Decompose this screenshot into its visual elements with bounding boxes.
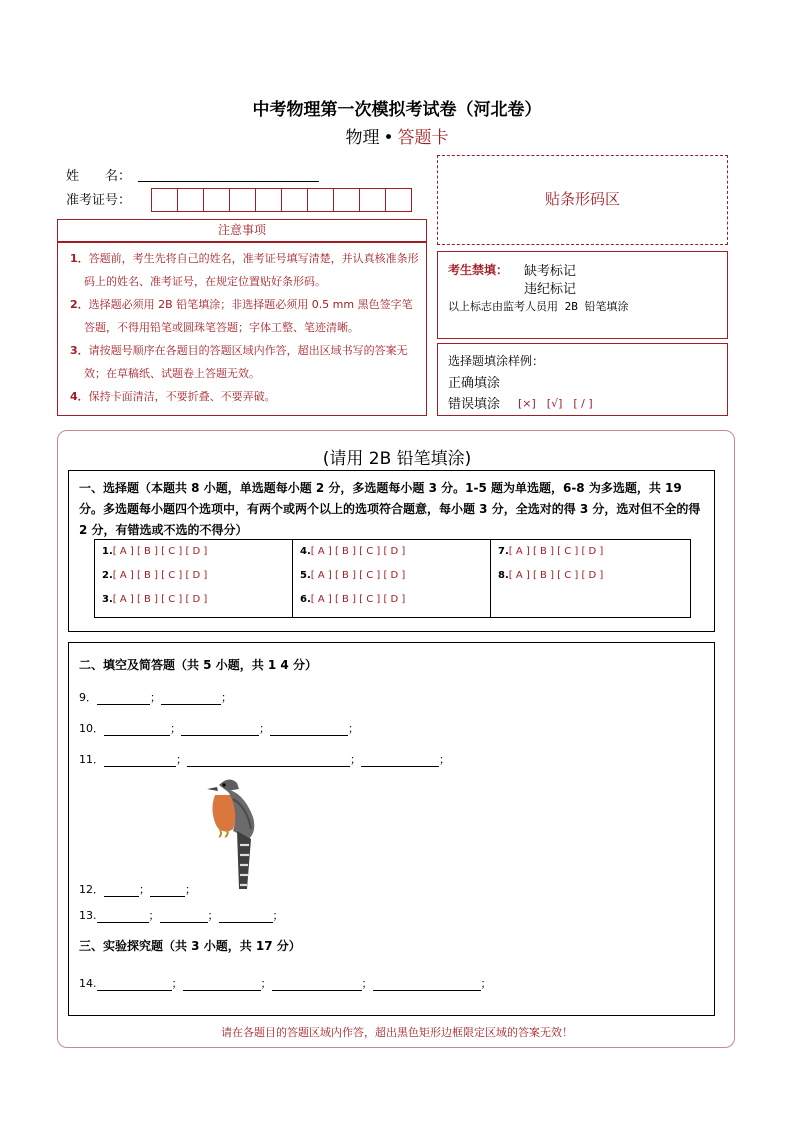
subtitle-subject: 物理 — [345, 128, 380, 148]
answer-blank[interactable] — [219, 910, 273, 923]
sample-wrong-marks: [×] [√] [ / ] — [518, 397, 593, 410]
cuckoo-bird-image — [199, 773, 269, 893]
subtitle-card: 答题卡 — [397, 128, 449, 148]
choice-row[interactable]: 7.[ A ] [ B ] [ C ] [ D ] — [498, 546, 604, 557]
violation-mark[interactable]: 违纪标记 — [524, 282, 577, 297]
q9-line: 9． ； ； — [79, 691, 232, 704]
q10-line: 10． ； ； ； — [79, 722, 359, 735]
answer-blank[interactable] — [97, 910, 149, 923]
notice-item: 1．答题前，考生先将自己的姓名，准考证号填写清楚，并认真核准条形码上的姓名、准考证号，在规定位置贴好条形码。 — [70, 252, 419, 288]
forbid-note: 以上标志由监考人员用 2B 铅笔填涂 — [448, 300, 629, 313]
id-digit-box[interactable] — [334, 189, 360, 211]
barcode-area — [437, 155, 728, 245]
pencil-note: (请用 2B 铅笔填涂) — [322, 449, 472, 469]
absent-mark[interactable]: 缺考标记 — [524, 264, 577, 279]
q13-line: 13. ； ； ； — [79, 909, 284, 922]
name-label: 姓 名： — [66, 169, 132, 184]
id-digit-box[interactable] — [308, 189, 334, 211]
choice-row[interactable]: 1.[ A ] [ B ] [ C ] [ D ] — [102, 546, 208, 557]
choice-grid — [94, 539, 691, 618]
answer-blank[interactable] — [187, 754, 350, 767]
notice-item: 3．请按题号顺序在各题目的答题区域内作答，超出区域书写的答案无效；在草稿纸、试题卷上答题无效。 — [70, 344, 408, 380]
name-field[interactable] — [138, 181, 319, 182]
notice-heading: 注意事项 — [217, 223, 266, 237]
answer-blank[interactable] — [272, 978, 362, 991]
answer-blank[interactable] — [270, 723, 348, 736]
choice-row[interactable]: 8.[ A ] [ B ] [ C ] [ D ] — [498, 570, 604, 581]
sample-correct: 正确填涂 — [448, 376, 501, 391]
choice-row[interactable]: 2.[ A ] [ B ] [ C ] [ D ] — [102, 570, 208, 581]
notice-list — [64, 247, 422, 408]
id-digit-box[interactable] — [152, 189, 178, 211]
page-title: 中考物理第一次模拟考试卷（河北卷） — [252, 100, 542, 120]
forbid-label: 考生禁填： — [448, 263, 509, 277]
choice-column — [293, 540, 491, 617]
exam-id-boxes[interactable] — [151, 188, 412, 212]
exam-id-label: 准考证号： — [66, 193, 132, 208]
choice-section — [68, 470, 715, 632]
answer-blank[interactable] — [373, 978, 481, 991]
sample-box — [437, 343, 728, 416]
sample-wrong: 错误填涂 — [448, 397, 501, 412]
choice-row[interactable]: 3.[ A ] [ B ] [ C ] [ D ] — [102, 594, 208, 605]
answer-blank[interactable] — [160, 910, 208, 923]
choice-column — [491, 540, 690, 617]
answer-blank[interactable] — [361, 754, 439, 767]
id-digit-box[interactable] — [204, 189, 230, 211]
choice-column — [95, 540, 293, 617]
notice-header — [57, 219, 427, 242]
id-digit-box[interactable] — [360, 189, 386, 211]
footer-note: 请在各题目的答题区域内作答，超出黑色矩形边框限定区域的答案无效！ — [221, 1026, 573, 1039]
q12-line: 12． ； ； — [79, 883, 196, 896]
id-digit-box[interactable] — [256, 189, 282, 211]
choice-row[interactable]: 5.[ A ] [ B ] [ C ] [ D ] — [300, 570, 406, 581]
id-digit-box[interactable] — [282, 189, 308, 211]
id-digit-box[interactable] — [230, 189, 256, 211]
id-digit-box[interactable] — [178, 189, 204, 211]
answer-blank[interactable] — [97, 692, 150, 705]
part2-heading: 二、填空及简答题（共 5 小题，共 1 4 分） — [79, 658, 317, 672]
page-subtitle — [0, 123, 794, 148]
answer-blank[interactable] — [150, 884, 185, 897]
forbid-box — [437, 251, 728, 339]
notice-box — [57, 242, 427, 416]
answer-blank[interactable] — [104, 884, 139, 897]
answer-blank[interactable] — [183, 978, 261, 991]
answer-blank[interactable] — [161, 692, 221, 705]
answer-blank[interactable] — [104, 723, 170, 736]
choice-instructions: 一、选择题（本题共 8 小题，单选题每小题 2 分，多选题每小题 3 分。1-5 题为单选题，6-8 为多选题，共 19 分。多选题每小题四个选项中，有两个或两个以上的选项符合题意，每小题 3 分，全选对的得 3 分，选对但不全的得 2 分，有错选或不选的不得分） — [79, 481, 701, 537]
q14-line: 14. ； ； ； ； — [79, 977, 492, 990]
part3-heading: 三、实验探究题（共 3 小题，共 17 分） — [79, 939, 301, 953]
answer-blank[interactable] — [104, 754, 176, 767]
barcode-label: 贴条形码区 — [544, 190, 620, 208]
id-digit-box[interactable] — [386, 189, 411, 211]
notice-item: 2．选择题必须用 2B 铅笔填涂；非选择题必须用 0.5 mm 黑色签字笔答题，不得用铅笔或圆珠笔答题；字体工整、笔迹清晰。 — [70, 298, 413, 334]
notice-item: 4．保持卡面清洁，不要折叠、不要弄破。 — [70, 390, 276, 403]
choice-row[interactable]: 4.[ A ] [ B ] [ C ] [ D ] — [300, 546, 406, 557]
q11-line: 11． ； ； ； — [79, 753, 450, 766]
answer-blank[interactable] — [97, 978, 172, 991]
choice-row[interactable]: 6.[ A ] [ B ] [ C ] [ D ] — [300, 594, 406, 605]
answer-blank[interactable] — [181, 723, 259, 736]
sample-title: 选择题填涂样例： — [448, 354, 545, 368]
fill-section — [68, 642, 715, 1016]
subtitle-dot: • — [383, 128, 394, 148]
